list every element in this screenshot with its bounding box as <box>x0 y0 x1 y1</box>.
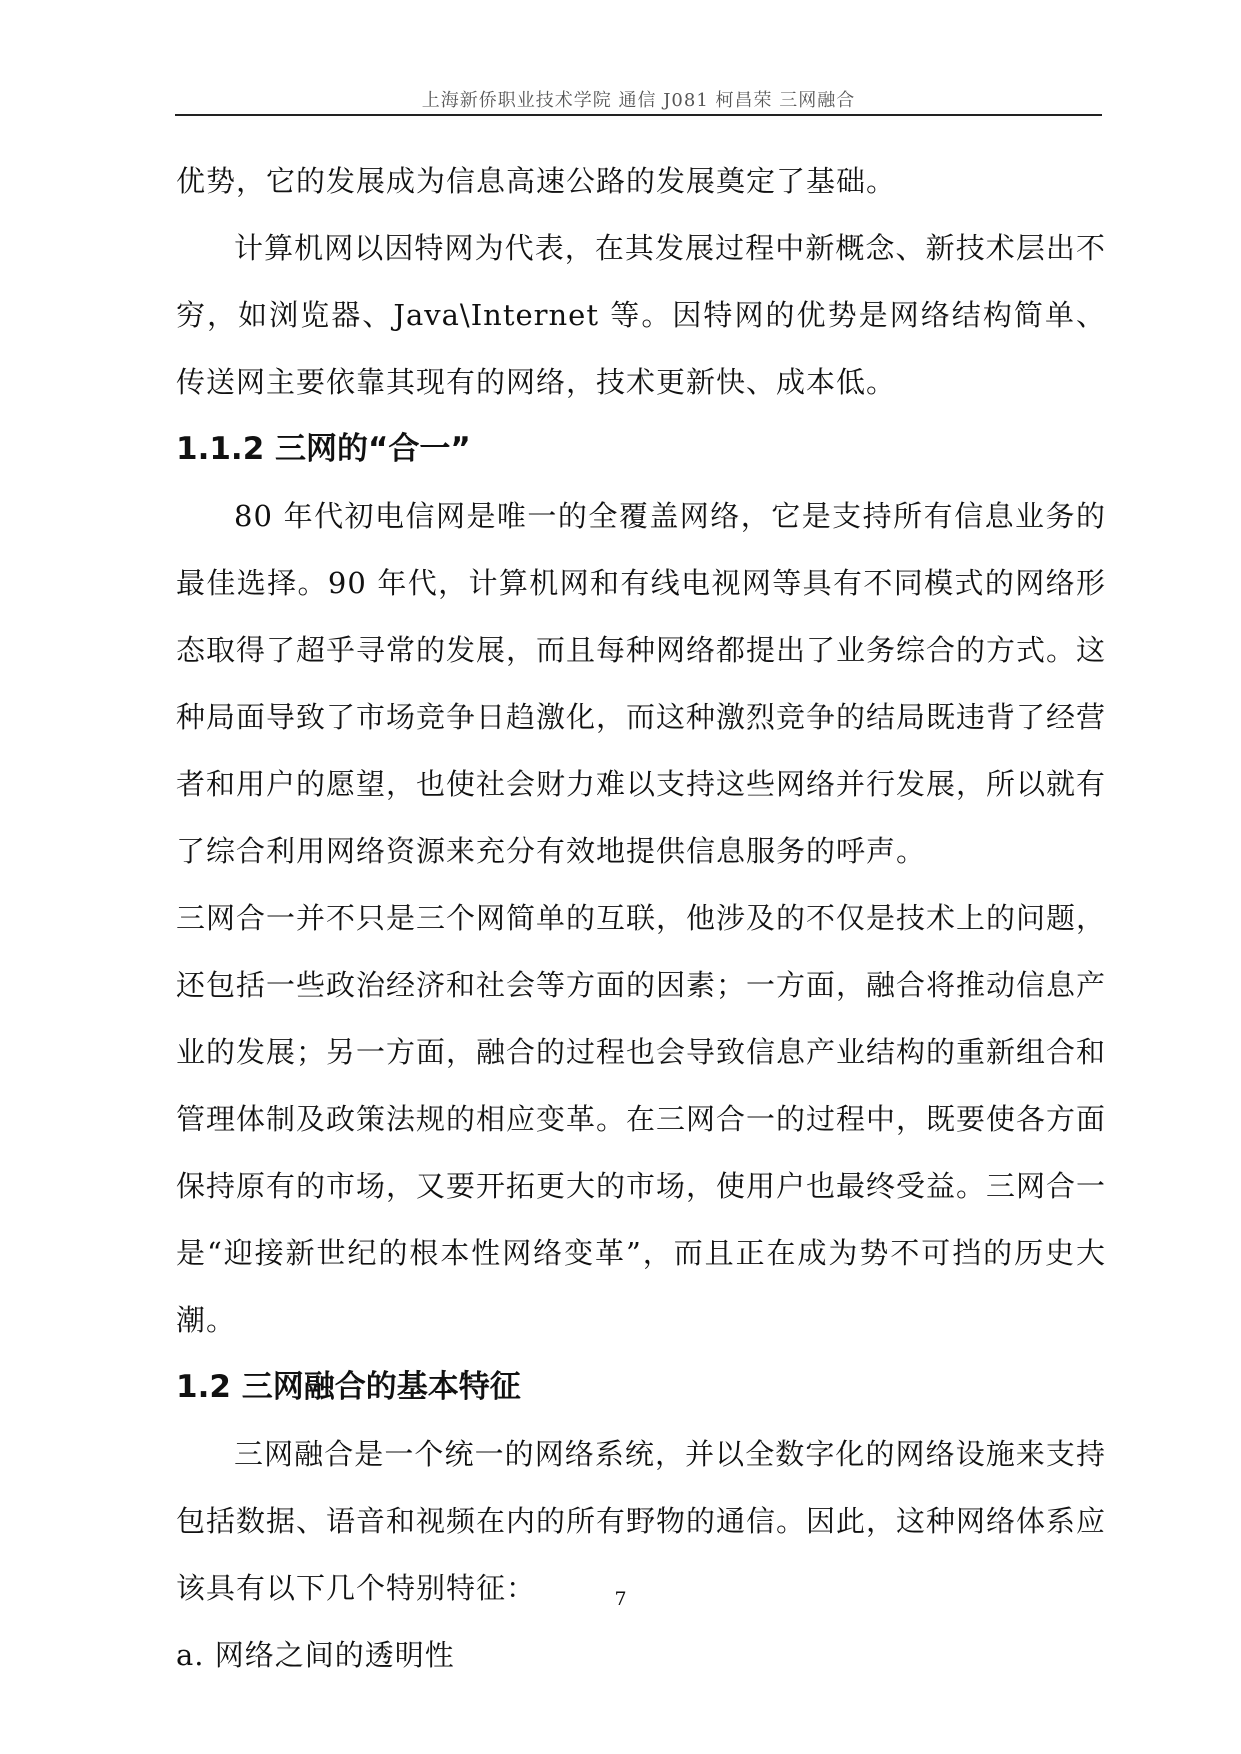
paragraph-three-network-integration: 三网合一并不只是三个网简单的互联，他涉及的不仅是技术上的问题，还包括一些政治经济和社会等方面的因素；一方面，融合将推动信息产业的发展；另一方面，融合的过程也会导致信息产业结构的重新组合和管理体制及政策法规的相应变革。在三网合一的过程中，既要使各方面保持原有的市场，又要开拓更大的市场，使用户也最终受益。三网合一是“迎接新世纪的根本性网络变革”，而且正在成为势不可挡的历史大潮。 <box>176 901 1107 1337</box>
list-item-a: a. 网络之间的透明性 <box>176 1638 455 1672</box>
section-heading-1-2: 1.2 三网融合的基本特征 <box>176 1369 521 1405</box>
section-heading-1-1-2: 1.1.2 三网的“合一” <box>176 431 471 467</box>
header-divider <box>175 114 1102 116</box>
paragraph-computer-network: 计算机网以因特网为代表，在其发展过程中新概念、新技术层出不穷，如浏览器、Java\Internet 等。因特网的优势是网络结构简单、传送网主要依靠其现有的网络，技术更新快、成本低。 <box>176 231 1106 399</box>
paragraph-advantage-continuation: 优势，它的发展成为信息高速公路的发展奠定了基础。 <box>176 164 897 198</box>
page-number: 7 <box>614 1588 627 1610</box>
page-body <box>176 148 1106 1689</box>
paragraph-unified-network: 三网融合是一个统一的网络系统，并以全数字化的网络设施来支持包括数据、语音和视频在内的所有野物的通信。因此，这种网络体系应该具有以下几个特别特征： <box>176 1437 1107 1605</box>
paragraph-1980s-telecom: 80 年代初电信网是唯一的全覆盖网络，它是支持所有信息业务的最佳选择。90 年代，计算机网和有线电视网等具有不同模式的网络形态取得了超乎寻常的发展，而且每种网络都提出了业务综合的方式。这种局面导致了市场竞争日趋激化，而这种激烈竞争的结局既违背了经营者和用户的愿望，也使社会财力难以支持这些网络并行发展，所以就有了综合利用网络资源来充分有效地提供信息服务的呼声。 <box>176 499 1107 868</box>
running-header: 上海新侨职业技术学院 通信 J081 柯昌荣 三网融合 <box>421 90 856 111</box>
